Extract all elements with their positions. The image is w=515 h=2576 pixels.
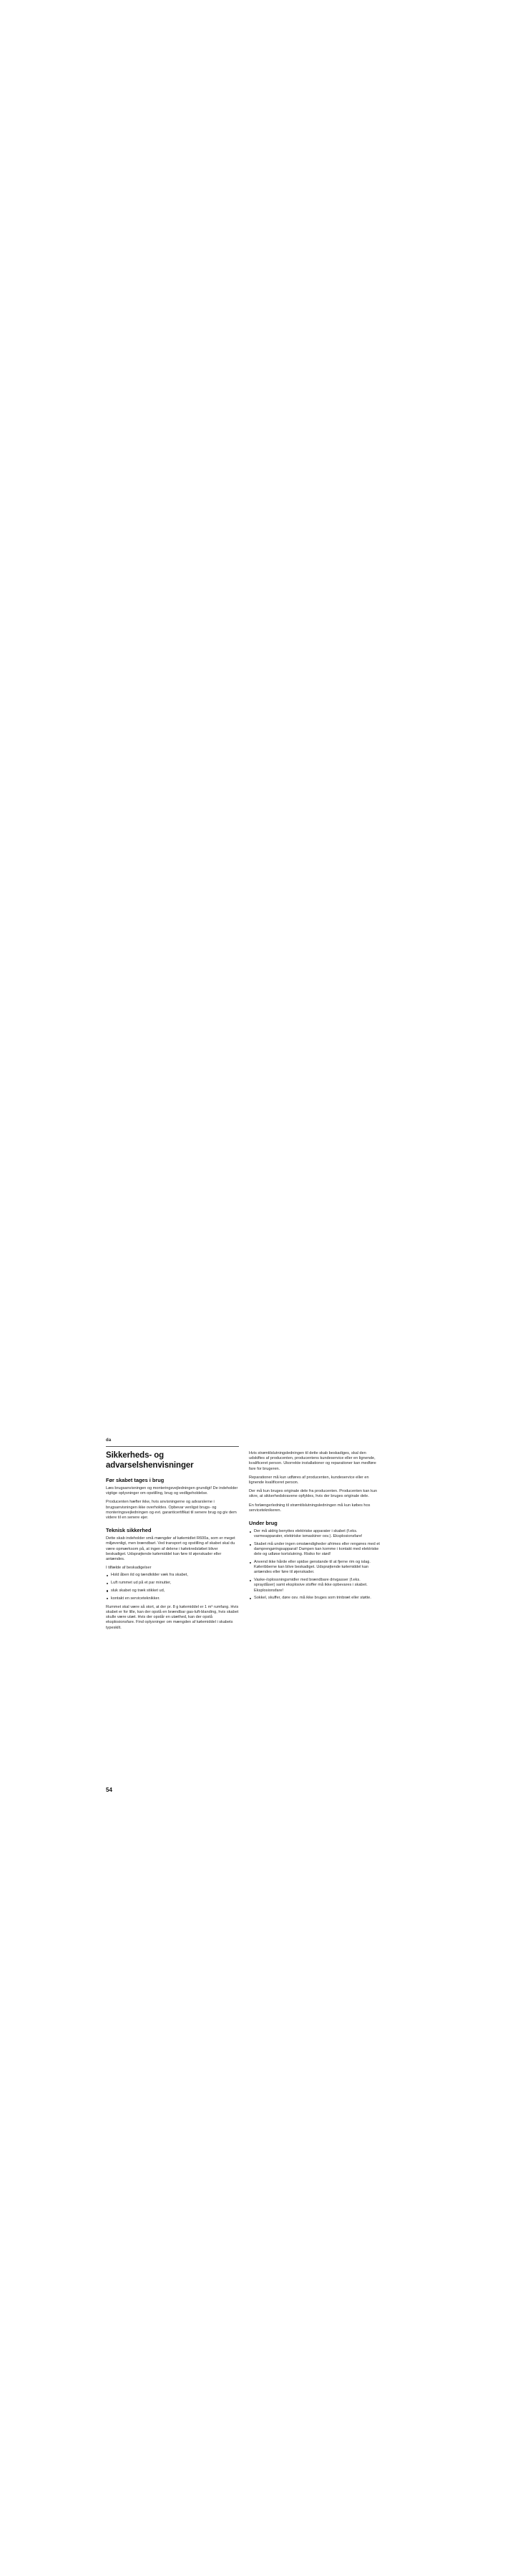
page-number: 54	[106, 1787, 112, 1793]
heading-before-use: Før skabet tages i brug	[106, 1477, 165, 1483]
page-title: Sikkerheds- og advarselshenvisninger	[106, 1451, 194, 1470]
list-item: Sokkel, skuffer, døre osv. må ikke bruges som trinbræt eller støtte.	[249, 1596, 382, 1601]
paragraph: Producenten hæfter ikke, hvis anvisningerne og advarslerne i brugsanvisningen ikke overholdes. Opbevar venligst brugs- og monteringsvejledningen og evt. garanticertifikat til senere brug og giv dem videre til en senere ejer.	[106, 1500, 237, 1521]
manual-content	[106, 1438, 412, 1764]
damage-bullet-list	[106, 1573, 239, 1601]
paragraph: Der må kun bruges originale dele fra producenten. Producenten kan kun sikre, at sikkerhedskravene opfyldes, hvis der bruges originale dele.	[249, 1489, 378, 1499]
paragraph: I tilfælde af beskadigelser	[106, 1566, 152, 1571]
two-column-layout	[106, 1451, 412, 1634]
paragraph: Rummet skal være så stort, at der pr. 8 g kølemiddel er 1 m³ rumfang. Hvis skabet er for lille, kan der opstå en brændbar gas-luft-blanding, hvis skabet skulle være utæt. Hvis der opstår en utæthed, kan der opstå eksplosionsfare. Find oplysninger om mængden af kølemiddel i skabets typeskilt.	[106, 1604, 239, 1630]
list-item: Anvend ikke hårde eller spidse genstande til at fjerne rim og islag. Køleribberne kan blive beskadiget. Udsprøjtende kølemiddel kan antændes eller føre til øjenskader.	[249, 1560, 382, 1576]
paragraph: En forlængerledning til strømtilslutningsledningen må kun købes hos serviceteknikeren.	[249, 1503, 371, 1513]
list-item: Vaske-/oplossningsmidler med brændbare drivgasser (f.eks. spraydåser) samt eksplosive stoffer må ikke opbevares i skabet. Eksplosionsfare!	[249, 1578, 382, 1594]
paragraph: Reparationer må kun udføres af producenten, kundeservice eller en lignende kvalificeret person.	[249, 1475, 369, 1485]
list-item: Skabet må under ingen omstændigheder afrimes eller rengøres med et damprengøringsapparat! Dampen kan komme i kontakt med elektriske dele og udløse kortslutning. Risiko for stød!	[249, 1542, 382, 1558]
language-tag: da	[106, 1438, 112, 1443]
during-use-bullet-list	[249, 1529, 382, 1601]
list-item: Hold åben ild og tændkilder væk fra skabet,	[106, 1573, 239, 1578]
list-item: kontakt en serviceteknikker.	[106, 1596, 239, 1601]
left-column	[106, 1451, 239, 1634]
paragraph: Læs brugsanvisningen og monteringsvejledningen grundigt! De indeholder vigtige oplysninger om opstilling, brug og vedligeholdelse.	[106, 1486, 238, 1496]
paragraph: Dette skab indeholder små mængder af kølemidlet R600a, som er meget miljøvenligt, men brændbart. Ved transport og opstilling af skabet skal du være opmærksom på, at ingen af delene i kølekredsløbet bliver beskadiget. Udsprøjtende kølemiddel kan føre til øjenskader eller antændes.	[106, 1536, 235, 1562]
title-rule	[106, 1446, 239, 1447]
right-column	[249, 1451, 382, 1604]
paragraph: Hvis strømtilslutningsledningen til dette skab beskadiges, skal den udskiftes af producenten, producentens kundeservice eller en lignende, kvalificeret person. Ukorrekte installationer og reparationer kan medføre fare for brugeren.	[249, 1451, 376, 1471]
list-item: Luft rummet ud på et par minutter,	[106, 1581, 239, 1586]
list-item: sluk skabet og træk stikket ud,	[106, 1589, 239, 1594]
heading-during-use: Under brug	[249, 1520, 278, 1527]
list-item: Der må aldrig benyttes elektriske apparater i skabet (f.eks. varmeapparater, elektriske ismaskiner osv.). Eksplosionsfare!	[249, 1529, 382, 1539]
heading-technical-safety: Teknisk sikkerhed	[106, 1527, 152, 1534]
